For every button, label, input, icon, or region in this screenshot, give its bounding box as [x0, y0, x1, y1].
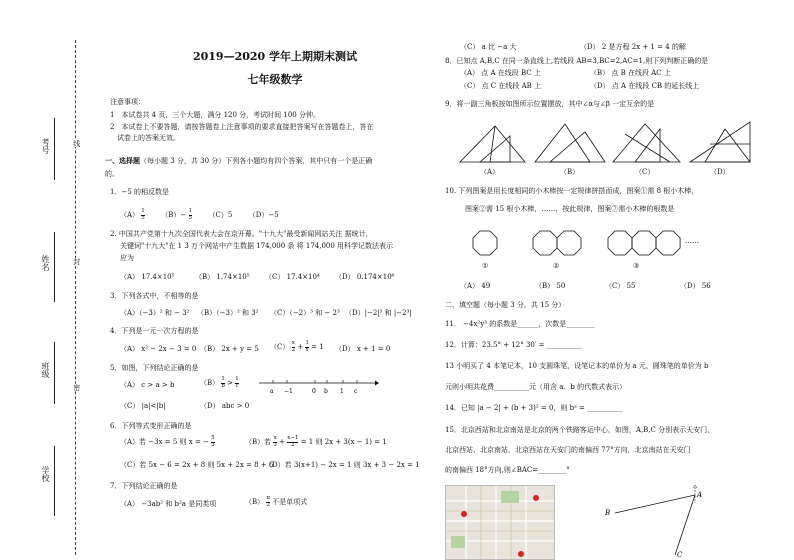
q5-tick-label-2: 0	[312, 388, 316, 395]
q10-option-b[interactable]: （B） 50	[535, 282, 566, 290]
q10-pattern-2-octagon-2	[557, 231, 581, 255]
q3-option-b[interactable]: （B）（−3）² 和 3²	[197, 309, 259, 317]
q10-pattern-3-octagon-2	[632, 231, 656, 255]
q1-options	[120, 209, 279, 221]
q15-label-b: B	[605, 509, 611, 517]
q15-line3[interactable]: 的南偏西 18°方向,则∠BAC=________°	[445, 466, 570, 474]
q8-stem: 8．已知点 A,B,C 在同一条直线上,若线段 AB=3,BC=2,AC=1,则下列判断正确的是	[445, 57, 709, 65]
q7-option-a[interactable]: （A） −3ab² 和 b²a 是同类项	[120, 500, 217, 508]
q15-label-a: A	[697, 491, 703, 499]
q6-option-d[interactable]: （D）若 3(x+1) − 2x = 1 则 3x + 3 − 2x = 1	[265, 461, 420, 469]
q9-figure-a	[460, 126, 525, 162]
section1-heading-line2: 的。	[105, 170, 119, 178]
q10-dots: ……	[685, 237, 699, 245]
q10-option-c[interactable]: （C） 55	[605, 282, 636, 290]
q5-tick-label-3: b	[324, 388, 328, 395]
q10-label-3: ③	[633, 262, 640, 270]
q3-stem: 3．下列各式中，不相等的是	[110, 292, 199, 300]
q7-option-b[interactable]: （B） $\frac{\pi}{2}$ 不是单项式	[245, 495, 308, 508]
q4-option-a[interactable]: （A） x² − 2x − 3 = 0	[120, 345, 197, 353]
q9-label-c: （C）	[635, 168, 655, 176]
q3-option-d[interactable]: （D）|−2|³ 和 |−2³|	[345, 309, 412, 317]
q2-line3: 应为	[120, 254, 134, 262]
section1-desc: （每小题 3 分，共 30 分）下列各小题均有四个答案，其中只有一个是正确	[140, 157, 373, 165]
q10-pattern-2-octagon-1	[533, 231, 557, 255]
q9-label-b: （B）	[560, 168, 580, 176]
exam-subtitle: 七年级数学	[247, 73, 303, 86]
q15-map-image	[445, 485, 555, 560]
q9-figure-d	[690, 122, 750, 162]
xingming-field-line[interactable]	[54, 232, 55, 302]
exam-title: 2019—2020 学年上期期末测试	[192, 50, 358, 63]
notes-item-3: 试卷上的答案无效。	[110, 134, 180, 142]
q9-figure	[455, 114, 755, 174]
section1-heading	[105, 157, 372, 166]
q15-label-c: C	[677, 551, 683, 559]
q5-option-c[interactable]: （C） |a|<|b|	[120, 402, 166, 410]
q11-text[interactable]: 11． −4x²y³ 的系数是______，次数是________	[445, 320, 595, 328]
q9-stem: 9．将一副三角板按如图所示位置摆放，其中∠α与∠β 一定互余的是	[445, 100, 655, 108]
xingming-label: 姓名	[41, 255, 50, 271]
seal-dashed-line	[75, 40, 76, 555]
q7-stem: 7．下列结论正确的是	[110, 482, 178, 490]
q8-option-d[interactable]: （D） 点 A 在线段 CB 的延长线上	[590, 82, 700, 90]
q8-option-a[interactable]: （A） 点 A 在线段 BC 上	[460, 69, 541, 77]
q1-stem: 1．−5 的相反数是	[110, 188, 169, 196]
q14-text[interactable]: 14．已知 |a − 2| + (b + 3)² = 0，则 bᵃ = __________	[445, 404, 623, 412]
q2-line1: 2. 中国共产党第十九次全国代表大会在京开幕。"十九大"最受新闻网站关注 据统计，	[110, 230, 373, 238]
banji-field-line[interactable]	[54, 342, 55, 404]
kaohao-field-line[interactable]	[54, 118, 55, 180]
section2-heading: 二、填空题（每小题 3 分，共 15 分）	[445, 301, 566, 309]
q10-label-1: ①	[482, 262, 489, 270]
notes-item-1: 1 本试卷共 4 页，三个大题，满分 120 分，考试时间 100 分钟。	[110, 111, 320, 119]
q5-option-b[interactable]: （B） $\frac{1}{b}$ > $\frac{1}{c}$	[200, 376, 239, 389]
q5-tick-label-5: c	[354, 388, 358, 395]
seal-char-xian: 线	[72, 140, 81, 147]
q15-line1: 15．北京西站和北京南站是北京的两个铁路客运中心，如图，A,B,C 分别表示天安门、	[445, 426, 715, 434]
seal-char-mi: 密	[72, 384, 81, 391]
q6-option-b[interactable]: （B）若 $\frac{x}{3}$ + $\frac{x-1}{2}$ = 1 则 2x + 3(x − 1) = 1	[245, 435, 387, 448]
q8-option-b[interactable]: （B） 点 B 在线段 AC 上	[590, 69, 671, 77]
q1-option-d[interactable]: （D）−5	[248, 211, 279, 219]
q10-pattern-1-octagon	[473, 231, 497, 255]
q13-line1: 13 小明买了 4 本笔记本，10 支圆珠笔，设笔记本的单价为 a 元，圆珠笔的单价为 b	[445, 362, 709, 370]
q2-option-a[interactable]: （A） 17.4×10⁵	[120, 273, 175, 281]
q6-stem: 6．下列等式变形正确的是	[110, 422, 192, 430]
q8-option-c[interactable]: （C） 点 C 在线段 AB 上	[460, 82, 542, 90]
kaohao-label: 考号	[41, 138, 50, 154]
section1-title: 一、选择题	[105, 156, 140, 165]
q5-number-line	[255, 374, 380, 400]
q10-pattern-3-octagon-1	[608, 231, 632, 255]
q5-tick-label-0: a	[270, 388, 274, 395]
q1-option-b[interactable]: （B）−	[161, 211, 187, 219]
q1-option-a[interactable]: （A）	[120, 211, 140, 219]
q1-frac-b: $\frac{1}{5}$	[188, 208, 193, 221]
q4-option-d[interactable]: （D） x + 1 = 0	[335, 345, 391, 353]
q5-stem: 5．如图，下列结论正确的是	[110, 364, 199, 372]
q15-angle-figure	[605, 485, 715, 560]
q9-figure-b	[535, 124, 605, 162]
q15-line2: 北京西站、北京南站，北京西站在天安门的南偏西 77°方向，北京南站在天安门	[445, 446, 691, 454]
q10-pattern-3-octagon-3	[656, 231, 680, 255]
q9-label-d: （D）	[710, 168, 730, 176]
q3-option-a[interactable]: （A）（−3）² 和 − 3²	[120, 309, 190, 317]
q4-option-b[interactable]: （B） 2x + y = 5	[200, 345, 259, 353]
q13-line2[interactable]: 元则小明共花费__________元（用含 a、b 的代数式表示）	[445, 383, 627, 391]
q10-line1: 10. 下列图案是用长度相同的小木棒按一定规律拼搭而成，图案①需 8 根小木棒，	[445, 187, 699, 195]
q2-line2: 关键词"十九大"在 1 3 万个网站中产生数据 174,000 条 将 174,000 用科学记数法表示	[120, 242, 394, 250]
q10-option-a[interactable]: （A） 49	[460, 282, 491, 290]
q10-option-d[interactable]: （D） 56	[680, 282, 711, 290]
q12-text[interactable]: 12．计算：23.5° + 12° 30′ = __________	[445, 341, 582, 349]
q10-line2: 图案②需 15 根小木棒，……，按此规律，图案⑦需小木棒的根数是	[465, 205, 675, 213]
q7-option-d[interactable]: （D） 2 是方程 2x + 1 = 4 的解	[580, 43, 686, 51]
q1-frac-a: $\frac{1}{5}$	[141, 208, 145, 221]
q10-figure	[465, 225, 695, 261]
q7-option-c[interactable]: （C） a 比 −a 大	[460, 43, 517, 51]
banji-label: 班级	[41, 362, 50, 378]
q5-tick-label-1: −1	[284, 388, 293, 395]
q5-tick-label-4: 1	[340, 388, 344, 395]
q2-option-b[interactable]: （B） 1.74×10⁵	[195, 273, 250, 281]
q10-label-2: ②	[553, 262, 560, 270]
xuexiao-label: 学校	[41, 466, 50, 482]
notes-heading: 注意事项：	[110, 98, 145, 106]
q4-option-c[interactable]: （C） $\frac{x}{2}$ + $\frac{1}{x}$ = 1	[270, 340, 324, 353]
xuexiao-field-line[interactable]	[54, 446, 55, 516]
binding-margin	[0, 0, 100, 560]
q5-option-d[interactable]: （D） abc > 0	[200, 402, 250, 410]
q3-option-c[interactable]: （C）（−2）³ 和 − 2³	[270, 309, 340, 317]
q2-option-c[interactable]: （C） 17.4×10⁴	[265, 273, 320, 281]
q4-stem: 4．下列是一元一次方程的是	[110, 327, 199, 335]
q9-label-a: （A）	[480, 168, 500, 176]
q2-option-d[interactable]: （D） 0.174×10⁶	[335, 273, 395, 281]
notes-item-2: 2 本试卷上不要答题，请按答题卷上注意事项的要求直接把答案写在答题卷上，答在	[110, 123, 374, 131]
seal-char-feng: 封	[72, 258, 81, 265]
q9-figure-c	[613, 124, 680, 162]
q6-option-c[interactable]: （C）若 5x − 6 = 2x + 8 则 5x + 2x = 8 + 6	[120, 461, 274, 469]
q6-option-a[interactable]: （A）若 −3x = 5 则 x = − $\frac{5}{3}$	[120, 435, 215, 448]
q5-option-a[interactable]: （A） c > a > b	[120, 381, 175, 389]
q1-option-c[interactable]: （C）5	[208, 211, 233, 219]
